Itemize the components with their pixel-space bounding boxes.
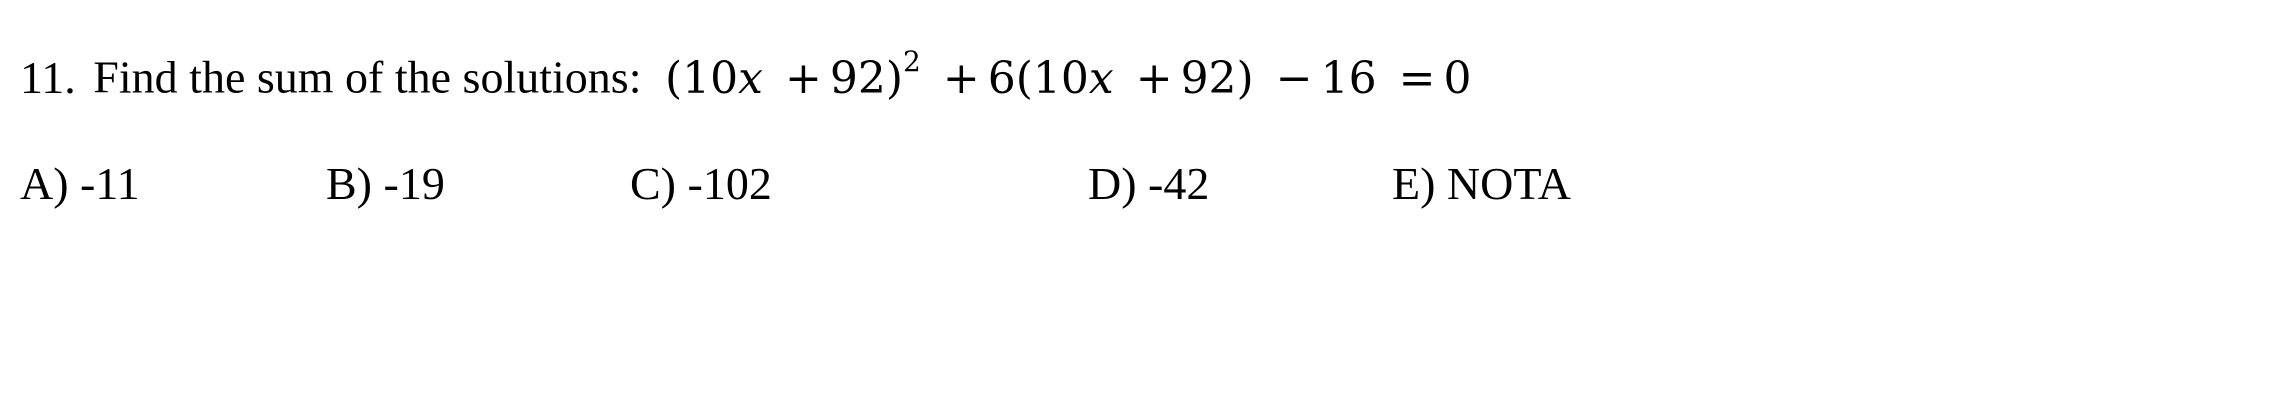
eq-variable: x (738, 52, 763, 104)
choice-c: C) -102 (630, 158, 772, 209)
choice-d: D) -42 (1088, 158, 1210, 209)
eq-part: 92) (1180, 52, 1254, 104)
eq-operator: + (942, 52, 980, 104)
eq-operator: + (784, 52, 822, 104)
eq-part: 16 (1320, 52, 1377, 104)
eq-exponent: 2 (903, 45, 921, 78)
choice-a: A) -11 (20, 158, 140, 209)
equation (664, 45, 1472, 104)
eq-part: 92) (829, 52, 903, 104)
eq-part: 0 (1443, 52, 1472, 104)
eq-part: (10 (664, 52, 739, 104)
eq-operator: − (1275, 52, 1313, 104)
choice-e: E) NOTA (1392, 158, 1571, 209)
choice-b: B) -19 (326, 158, 445, 209)
eq-variable: x (1088, 52, 1114, 104)
question-prompt: Find the sum of the solutions: (93, 51, 642, 103)
question-number: 11. (20, 51, 76, 103)
eq-operator: + (1135, 52, 1173, 104)
eq-part: 6(10 (987, 52, 1089, 104)
eq-operator: = (1398, 52, 1436, 104)
question-line (20, 38, 1471, 109)
